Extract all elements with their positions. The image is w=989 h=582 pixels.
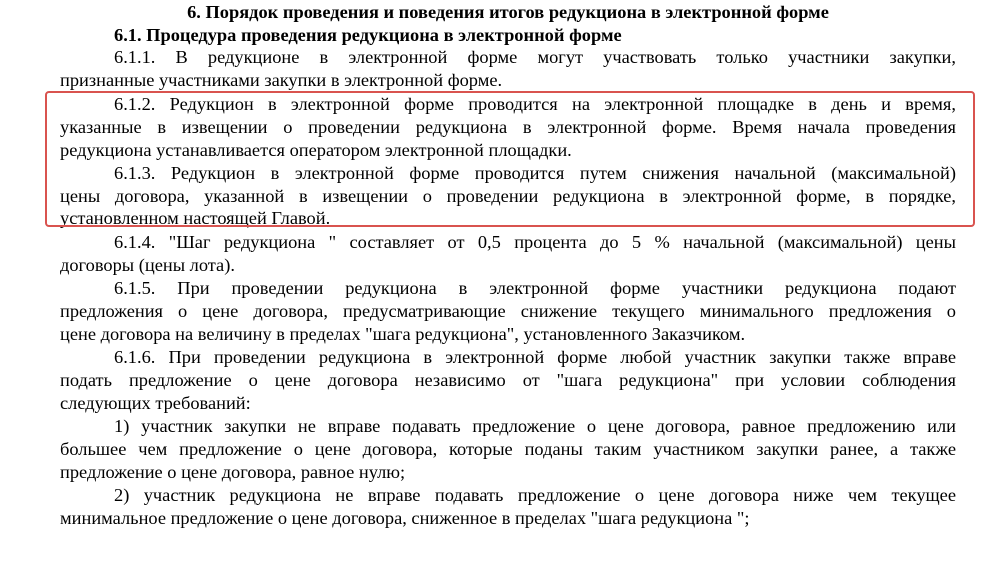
paragraph-line: договоры (цены лота).	[60, 255, 235, 275]
paragraph-line: 6.1.4. "Шаг редукциона " составляет от 0,5 процента до 5 % начальной (максимальной) цены	[114, 232, 956, 252]
paragraph-line: минимальное предложение о цене договора, сниженное в пределах "шага редукциона ";	[60, 508, 750, 528]
paragraph-line: редукциона устанавливается оператором электронной площадки.	[60, 140, 572, 160]
paragraph-line: 2) участник редукциона не вправе подавать предложение о цене договора ниже чем текущее	[114, 485, 956, 505]
paragraph-line: 6.1.6. При проведении редукциона в электронной форме любой участник закупки также вправе	[114, 347, 956, 367]
paragraph-line: следующих требований:	[60, 393, 251, 413]
paragraph-line: 6.1.3. Редукцион в электронной форме проводится путем снижения начальной (максимальной)	[114, 163, 956, 183]
paragraph-line: цены договора, указанной в извещении о проведении редукциона в электронной форме, в порядке,	[60, 186, 956, 206]
paragraph-line: 6.1.5. При проведении редукциона в электронной форме участники редукциона подают	[114, 278, 956, 298]
section-title: 6. Порядок проведения и поведения итогов редукциона в электронной форме	[187, 2, 829, 22]
paragraph-line: указанные в извещении о проведении редукциона в электронной форме. Время начала проведения	[60, 117, 956, 137]
paragraph-line: предложения о цене договора, предусматривающие снижение текущего минимального предложения о	[60, 301, 956, 321]
paragraph-line: установленном настоящей Главой.	[60, 208, 331, 228]
paragraph-line: предложение о цене договора, равное нулю;	[60, 462, 406, 482]
paragraph-line: 6.1.1. В редукционе в электронной форме могут участвовать только участники закупки,	[114, 47, 956, 67]
paragraph-line: цене договора на величину в пределах "шага редукциона", установленного Заказчиком.	[60, 324, 746, 344]
paragraph-line: большее чем предложение о цене договора, которые поданы таким участником закупки ранее, а также	[60, 439, 956, 459]
paragraph-line: 6.1.2. Редукцион в электронной форме проводится на электронной площадке в день и время,	[114, 94, 956, 114]
paragraph-line: подать предложение о цене договора независимо от "шага редукциона" при условии соблюдения	[60, 370, 956, 390]
subsection-title: 6.1. Процедура проведения редукциона в электронной форме	[114, 25, 622, 45]
paragraph-line: признанные участниками закупки в электронной форме.	[60, 70, 503, 90]
paragraph-line: 1) участник закупки не вправе подавать предложение о цене договора, равное предложению или	[114, 416, 956, 436]
